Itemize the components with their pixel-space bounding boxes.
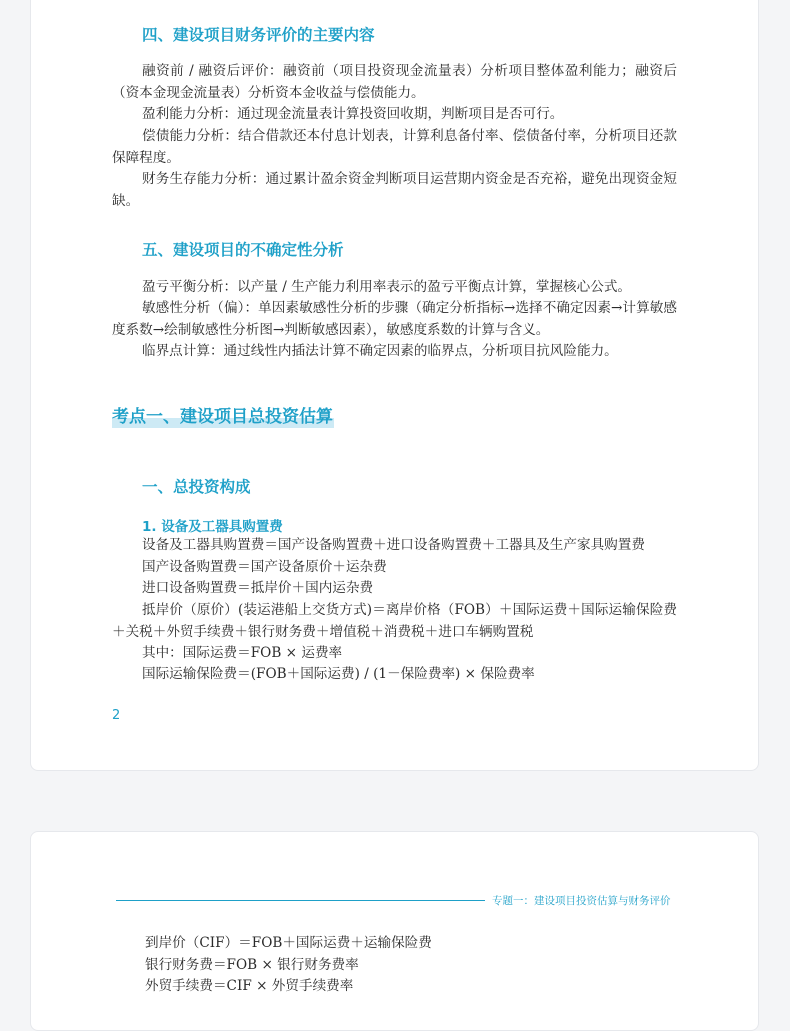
item-heading: 1. 设备及工器具购置费 bbox=[142, 519, 283, 535]
paragraph: 盈亏平衡分析：以产量 / 生产能力利用率表示的盈亏平衡点计算，掌握核心公式。 bbox=[142, 279, 632, 295]
paragraph: 偿债能力分析：结合借款还本付息计划表，计算利息备付率、偿债备付率，分析项目还款保障程度。 bbox=[112, 128, 677, 166]
header-rule bbox=[116, 900, 485, 901]
section-5-heading: 五、建设项目的不确定性分析 bbox=[142, 241, 344, 259]
formula-paragraph: 抵岸价（原价）(装运港船上交货方式)＝离岸价格（FOB）＋国际运费＋国际运输保险费＋关税＋外贸手续费＋银行财务费＋增值税＋消费税＋进口车辆购置税 bbox=[112, 602, 677, 640]
formula-line: 国际运输保险费＝(FOB＋国际运费) / (1－保险费率) × 保险费率 bbox=[142, 666, 535, 682]
formula-line: 国产设备购置费＝国产设备原价＋运杂费 bbox=[142, 559, 387, 575]
paragraph: 临界点计算：通过线性内插法计算不确定因素的临界点，分析项目抗风险能力。 bbox=[142, 343, 618, 359]
document-page-2 bbox=[30, 831, 759, 1031]
formula-line: 设备及工器具购置费＝国产设备购置费＋进口设备购置费＋工器具及生产家具购置费 bbox=[142, 537, 645, 553]
formula-line: 进口设备购置费＝抵岸价＋国内运杂费 bbox=[142, 580, 374, 596]
subsection-heading: 一、总投资构成 bbox=[142, 478, 251, 496]
document-page-1 bbox=[30, 0, 759, 771]
formula-line: 外贸手续费＝CIF × 外贸手续费率 bbox=[145, 978, 354, 994]
paragraph: 敏感性分析（偏）：单因素敏感性分析的步骤（确定分析指标→选择不确定因素→计算敏感度系数→绘制敏感性分析图→判断敏感因素），敏感度系数的计算与含义。 bbox=[112, 300, 677, 338]
page-number: 2 bbox=[112, 708, 121, 723]
formula-line: 银行财务费＝FOB × 银行财务费率 bbox=[145, 957, 359, 973]
section-4-heading: 四、建设项目财务评价的主要内容 bbox=[142, 26, 375, 44]
kaodian-heading: 考点一、建设项目总投资估算 bbox=[112, 407, 333, 427]
formula-line: 到岸价（CIF）＝FOB＋国际运费＋运输保险费 bbox=[145, 935, 432, 951]
running-header: 专题一：建设项目投资估算与财务评价 bbox=[492, 895, 671, 907]
paragraph: 盈利能力分析：通过现金流量表计算投资回收期，判断项目是否可行。 bbox=[142, 106, 564, 122]
paragraph: 财务生存能力分析：通过累计盈余资金判断项目运营期内资金是否充裕，避免出现资金短缺。 bbox=[112, 171, 677, 209]
paragraph: 融资前 / 融资后评价：融资前（项目投资现金流量表）分析项目整体盈利能力；融资后（资本金现金流量表）分析资本金收益与偿债能力。 bbox=[112, 63, 677, 101]
formula-line: 其中：国际运费＝FOB × 运费率 bbox=[142, 645, 343, 661]
